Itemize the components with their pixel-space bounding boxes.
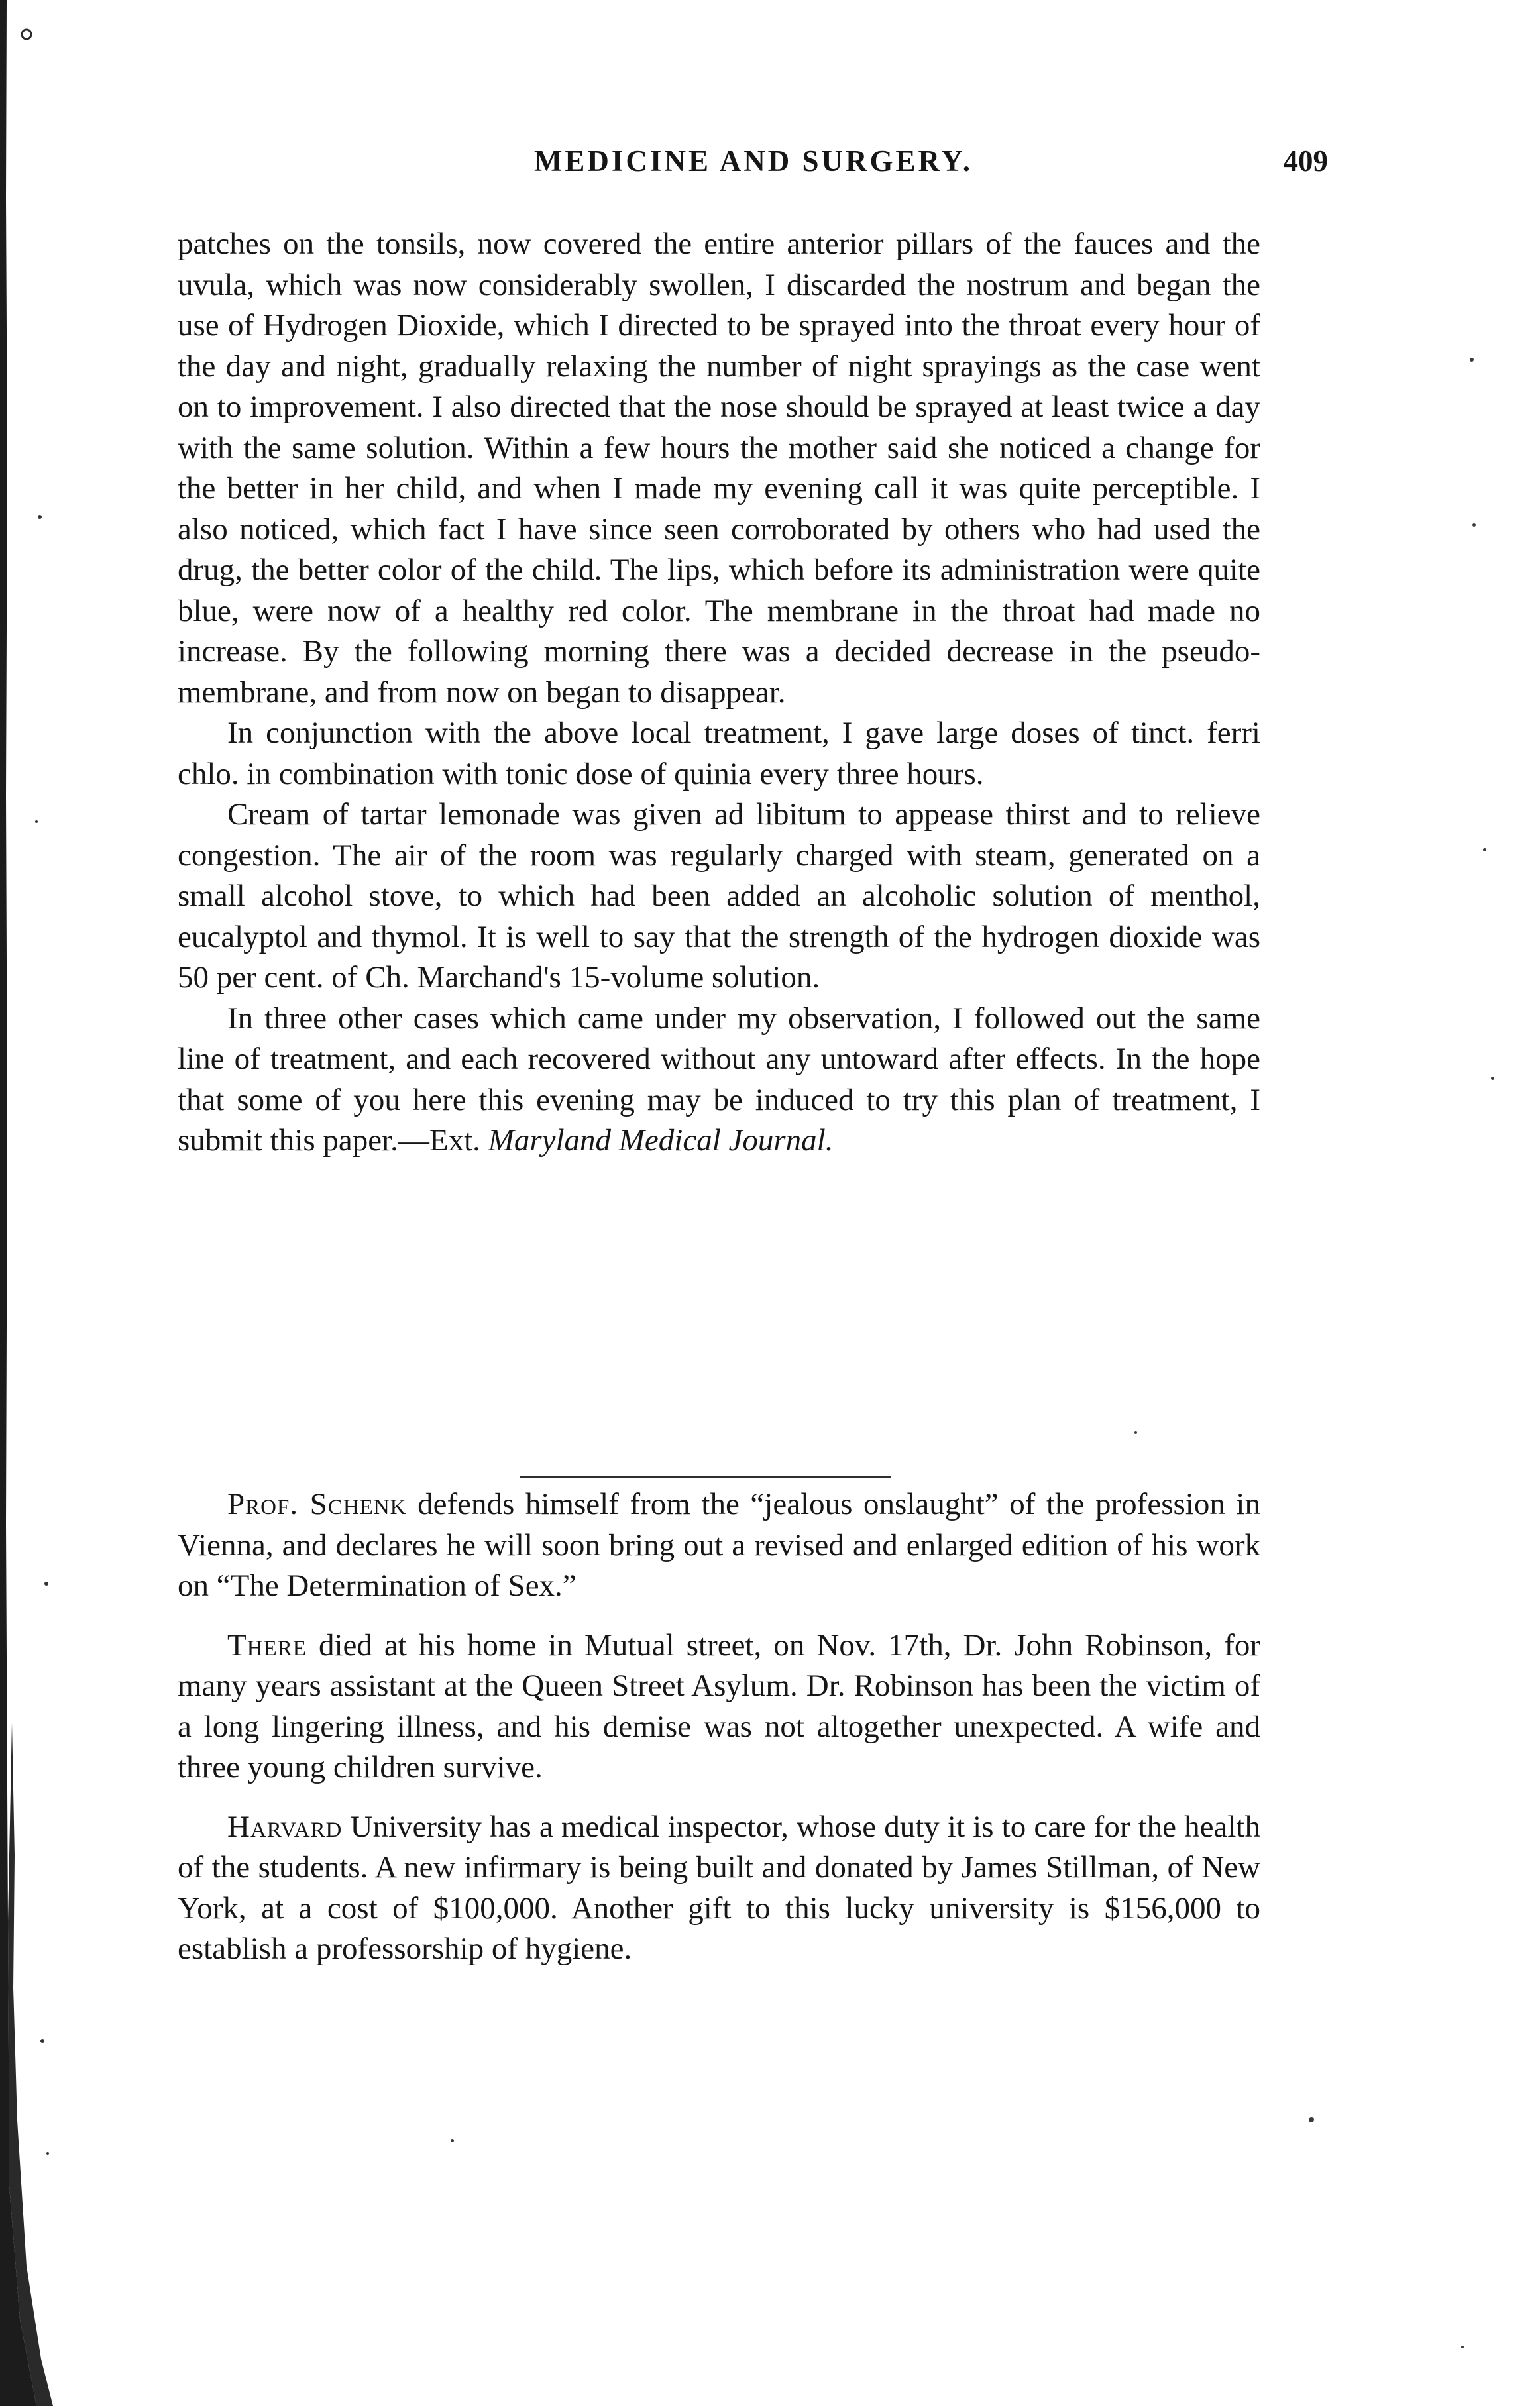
scanned-binding-edge (0, 0, 64, 2406)
scan-speck (451, 2139, 454, 2142)
source-journal: Maryland Medical Journal. (488, 1123, 834, 1158)
body-paragraph: In conjunction with the above local treatment, I gave large doses of tinct. ferri chlo. in combination with tonic dose of quinia every three hours. (178, 716, 1260, 791)
news-note (178, 1484, 1260, 1607)
scan-speck (1472, 523, 1476, 527)
note-lead: There (227, 1627, 307, 1663)
scan-speck (1491, 1077, 1494, 1080)
scan-speck (1483, 848, 1486, 851)
page-number: 409 (1283, 144, 1328, 178)
running-head (179, 138, 1328, 184)
body-paragraph: patches on the tonsils, now covered the entire anterior pillars of the fauces and the uvula, which was now considerably swollen, I discarded the nostrum and began the use of Hydrogen Dioxide, which I directed to be sprayed into the throat every hour of the day and night, gradually relaxing the number of night sprayings as the case went on to improvement. I also directed that the nose should be sprayed at least twice a day with the same solution. Within a few hours the mother said she noticed a change for the better in her child, and when I made my evening call it was quite perceptible. I also noticed, which fact I have since seen corroborated by others who had used the drug, the better color of the child. The lips, which before its administration were quite blue, were now of a healthy red color. The membrane in the throat had made no increase. By the following morning there was a decided decrease in the pseudo-membrane, and from now on began to disappear. (178, 227, 1260, 710)
closing-paragraph (178, 999, 1260, 1162)
scan-speck (1309, 2117, 1314, 2122)
note-lead: Harvard (227, 1809, 343, 1844)
note-text: University has a medical inspector, whose duty it is to care for the health of the students. A new infirmary is being built and donated by James Stillman, of New York, at a cost of $100,000. Another gift to this lucky university is $156,000 to establish a professorship of hygiene. (178, 1809, 1260, 1966)
scan-speck (1461, 2346, 1464, 2348)
body-paragraph: Cream of tartar lemonade was given ad libitum to appease thirst and to relieve congestion. The air of the room was regularly charged with steam, generated on a small alcohol stove, to which had been added an alcoholic solution of menthol, eucalyptol and thymol. It is well to say that the strength of the hydrogen dioxide was 50 per cent. of Ch. Marchand's 15-volume solution. (178, 797, 1260, 995)
scan-speck (1470, 358, 1474, 362)
note-text: died at his home in Mutual street, on Nov. 17th, Dr. John Robinson, for many years assistant at the Queen Street Asylum. Dr. Robinson has been the victim of a long lingering illness, and his demise was not altogether unexpected. A wife and three young children survive. (178, 1627, 1260, 1784)
article-continuation (178, 224, 1260, 1162)
scan-speck (1134, 1431, 1137, 1434)
running-title: MEDICINE AND SURGERY. (533, 144, 973, 178)
section-divider-rule (520, 1476, 891, 1478)
closing-paragraph-text: In three other cases which came under my observation, I followed out the same line of treatment, and each recovered without any untoward after effects. In the hope that some of you here this evening may be induced to try this plan of treatment, I submit this paper.—Ext. (178, 1001, 1260, 1158)
note-text: defends himself from the “jealous onslaught” of the profession in Vienna, and declares he will soon bring out a revised and enlarged edition of his work on “The Determination of Sex.” (178, 1487, 1260, 1603)
news-note (178, 1625, 1260, 1788)
note-lead: Prof. Schenk (227, 1487, 407, 1521)
news-note (178, 1807, 1260, 1970)
news-notes (178, 1484, 1260, 1970)
